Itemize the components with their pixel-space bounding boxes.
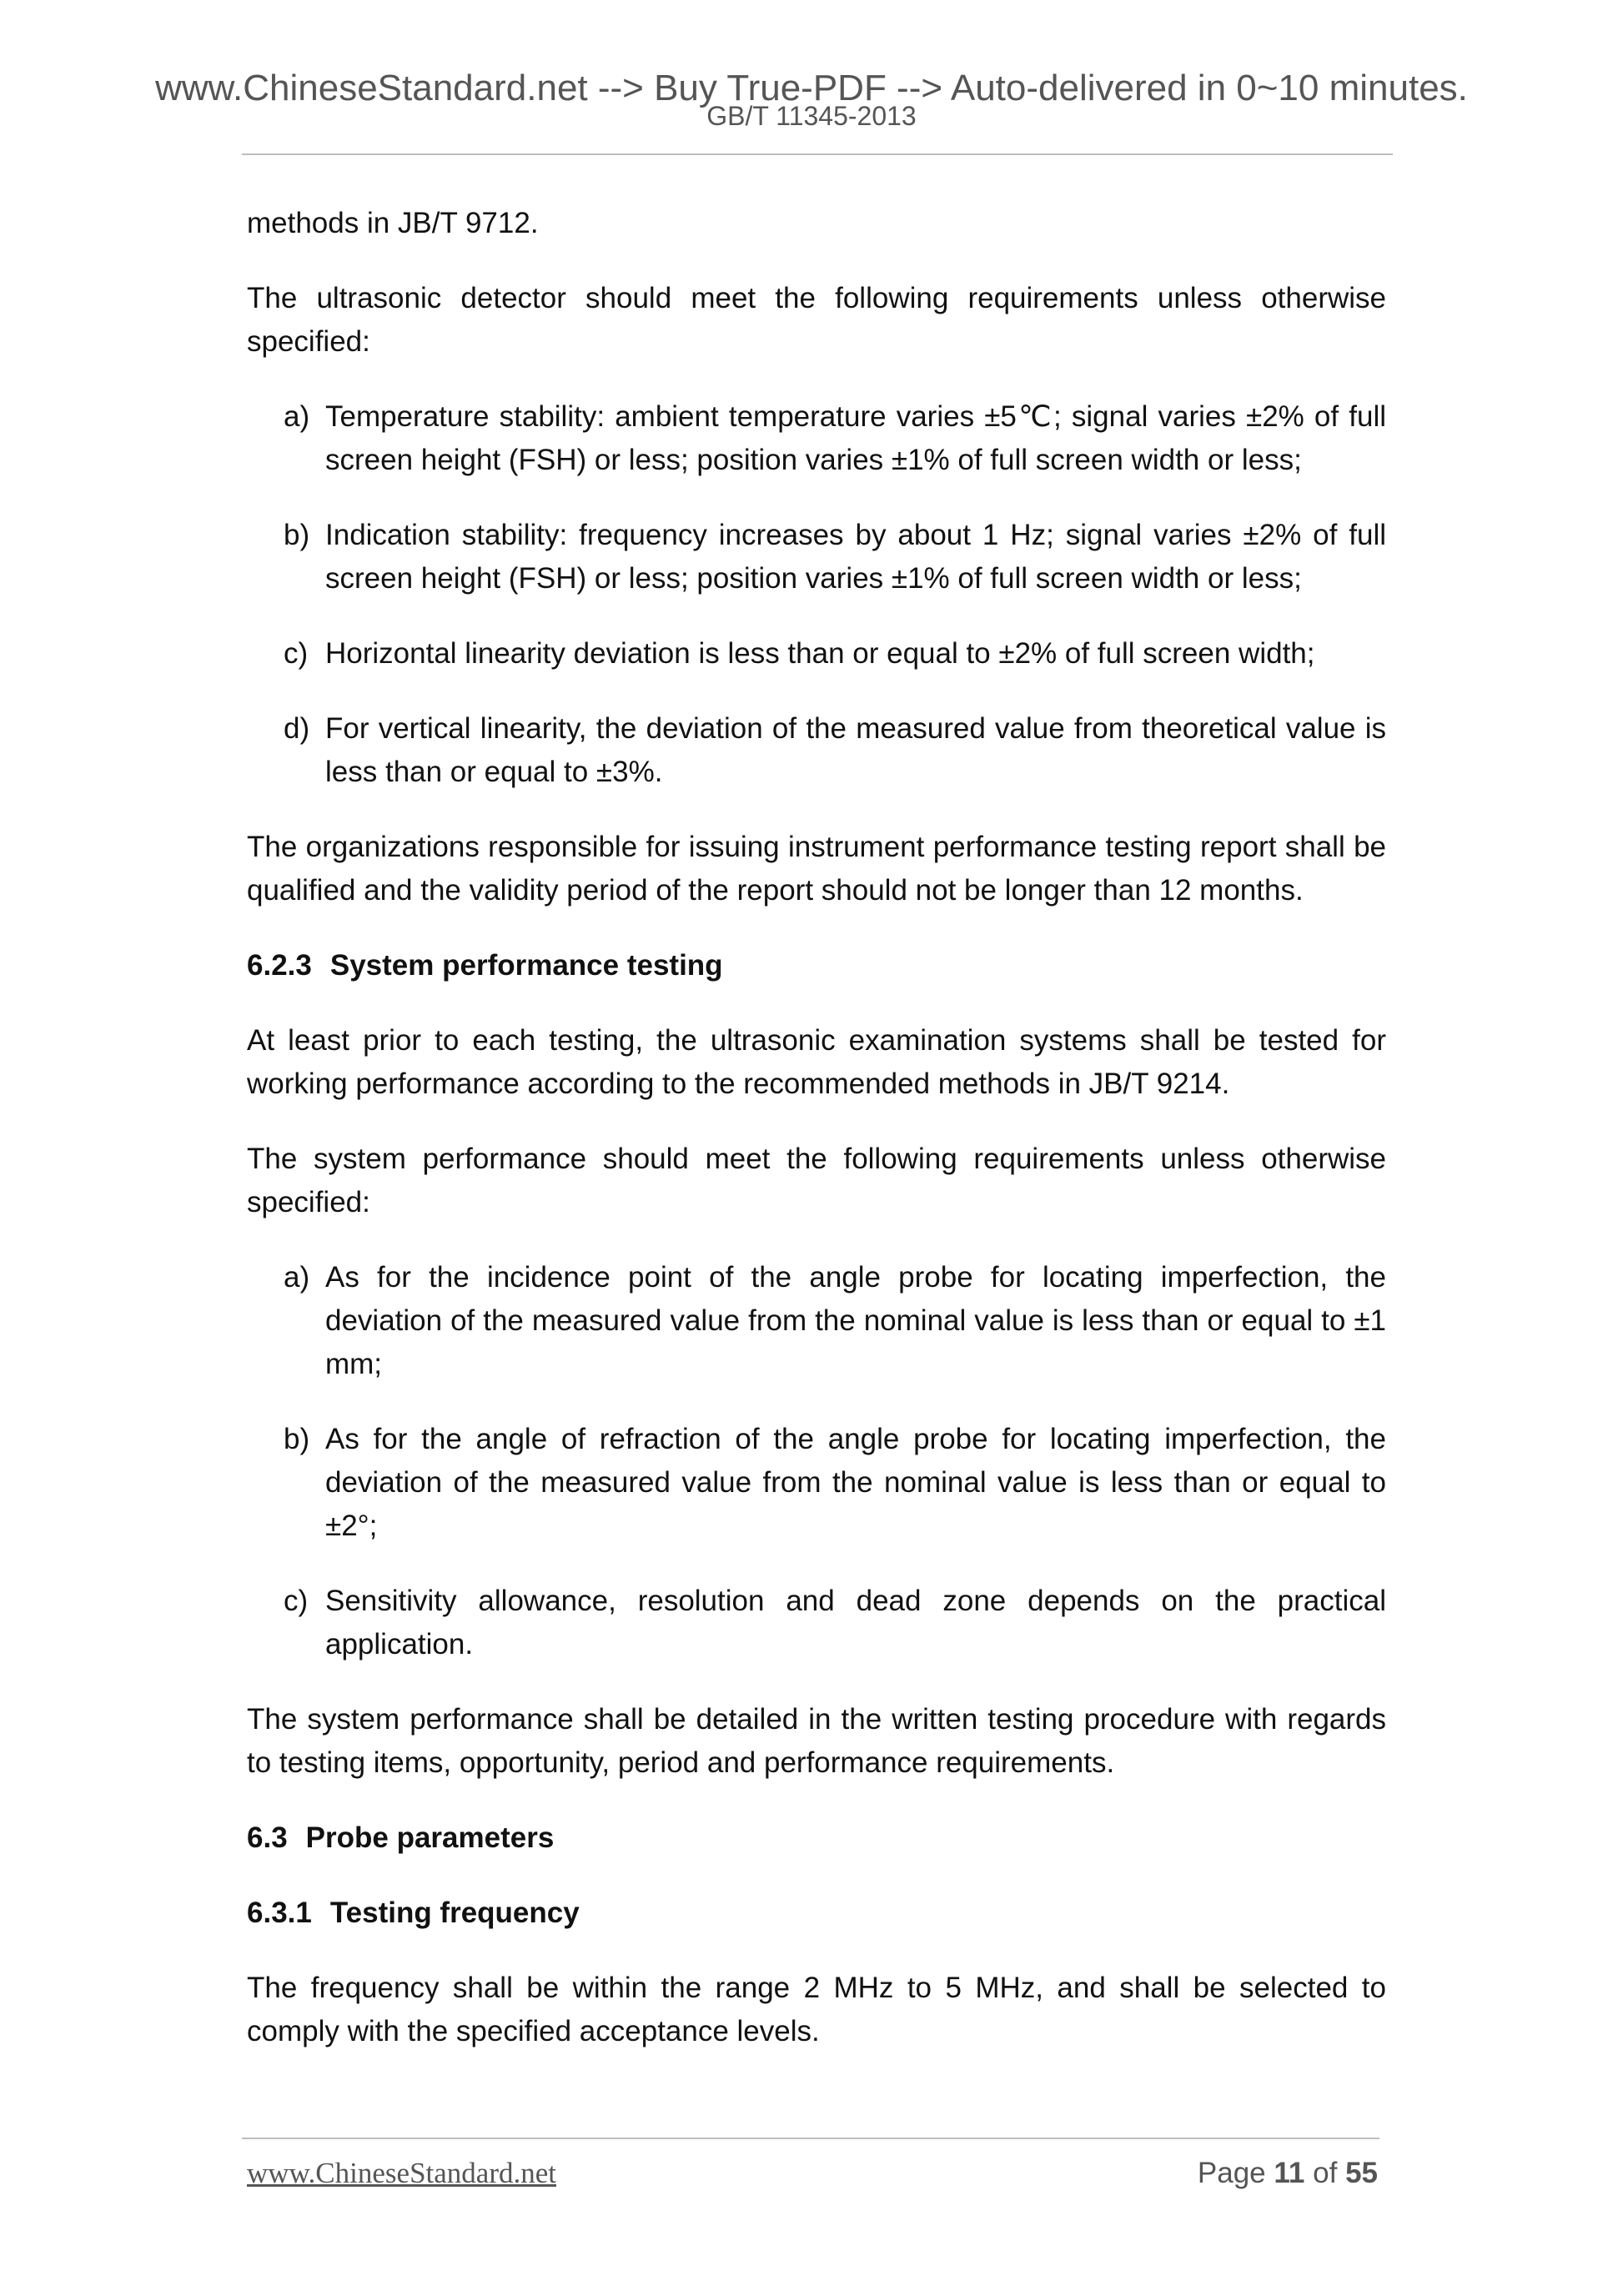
list-item-text: Indication stability: frequency increases by about 1 Hz; signal varies ±2% of full screen height (FSH) or less; position varies ±1% of full screen width or less;	[325, 519, 1386, 595]
list-item-text: For vertical linearity, the deviation of the measured value from theoretical value is less than or equal to ±3%.	[325, 712, 1386, 788]
page-current: 11	[1274, 2157, 1305, 2189]
list-marker: c)	[284, 637, 309, 670]
list-marker: c)	[284, 1585, 309, 1617]
standard-code: GB/T 11345-2013	[706, 101, 917, 131]
page-of: of	[1313, 2157, 1338, 2189]
list-item-text: Sensitivity allowance, resolution and dead zone depends on the practical application.	[325, 1585, 1386, 1660]
paragraph: The system performance should meet the following requirements unless otherwise specified:	[247, 1143, 1386, 1218]
paragraph: The frequency shall be within the range 2 MHz to 5 MHz, and shall be selected to comply with the specified acceptance levels.	[247, 1972, 1386, 2047]
list-marker: d)	[284, 712, 310, 745]
section-heading-6-2-3	[247, 944, 1386, 987]
list-marker: b)	[284, 1423, 310, 1455]
list-item	[247, 707, 1386, 794]
page-indicator	[1198, 2156, 1378, 2191]
document-body	[247, 202, 1386, 2085]
paragraph: The system performance shall be detailed in the written testing procedure with regards to testing items, opportunity, period and performance requirements.	[247, 1703, 1386, 1779]
list-item-text: Temperature stability: ambient temperature varies ±5℃; signal varies ±2% of full screen height (FSH) or less; position varies ±1% of full screen width or less;	[325, 400, 1386, 476]
list-item	[247, 1418, 1386, 1548]
list-item	[247, 1580, 1386, 1666]
list-item-text: Horizontal linearity deviation is less than or equal to ±2% of full screen width;	[325, 637, 1315, 670]
section-number: 6.3.1	[247, 1897, 312, 1929]
list-item-text: As for the angle of refraction of the angle probe for locating imperfection, the deviation of the measured value from the nominal value is less than or equal to ±2°;	[325, 1423, 1386, 1542]
page-prefix: Page	[1197, 2157, 1266, 2189]
section-number: 6.2.3	[247, 949, 312, 982]
header-banner: www.ChineseStandard.net --> Buy True-PDF --> Auto-delivered in 0~10 minutes.	[155, 68, 1468, 108]
list-item	[247, 514, 1386, 600]
list-item	[247, 632, 1386, 676]
list-marker: b)	[284, 519, 310, 551]
paragraph: The ultrasonic detector should meet the following requirements unless otherwise specified:	[247, 282, 1386, 358]
footer-website-link[interactable]: www.ChineseStandard.net	[247, 2157, 556, 2189]
list-item	[247, 1256, 1386, 1386]
paragraph: The organizations responsible for issuing instrument performance testing report shall be qualified and the validity period of the report should not be longer than 12 months.	[247, 831, 1386, 907]
list-item-text: As for the incidence point of the angle probe for locating imperfection, the deviation of the measured value from the nominal value is less than or equal to ±1 mm;	[325, 1261, 1386, 1380]
list-item	[247, 395, 1386, 482]
footer-divider	[242, 2138, 1379, 2139]
list-marker: a)	[284, 400, 310, 433]
page-total: 55	[1345, 2157, 1378, 2189]
section-number: 6.3	[247, 1821, 288, 1854]
paragraph: At least prior to each testing, the ultrasonic examination systems shall be tested for working performance according to the recommended methods in JB/T 9214.	[247, 1024, 1386, 1100]
list-marker: a)	[284, 1261, 310, 1294]
section-title: Testing frequency	[329, 1897, 580, 1929]
section-title: System performance testing	[329, 949, 723, 982]
section-title: Probe parameters	[305, 1821, 555, 1854]
paragraph: methods in JB/T 9712.	[247, 207, 539, 239]
section-heading-6-3-1	[247, 1892, 1386, 1935]
header-divider	[242, 153, 1393, 155]
section-heading-6-3	[247, 1816, 1386, 1860]
